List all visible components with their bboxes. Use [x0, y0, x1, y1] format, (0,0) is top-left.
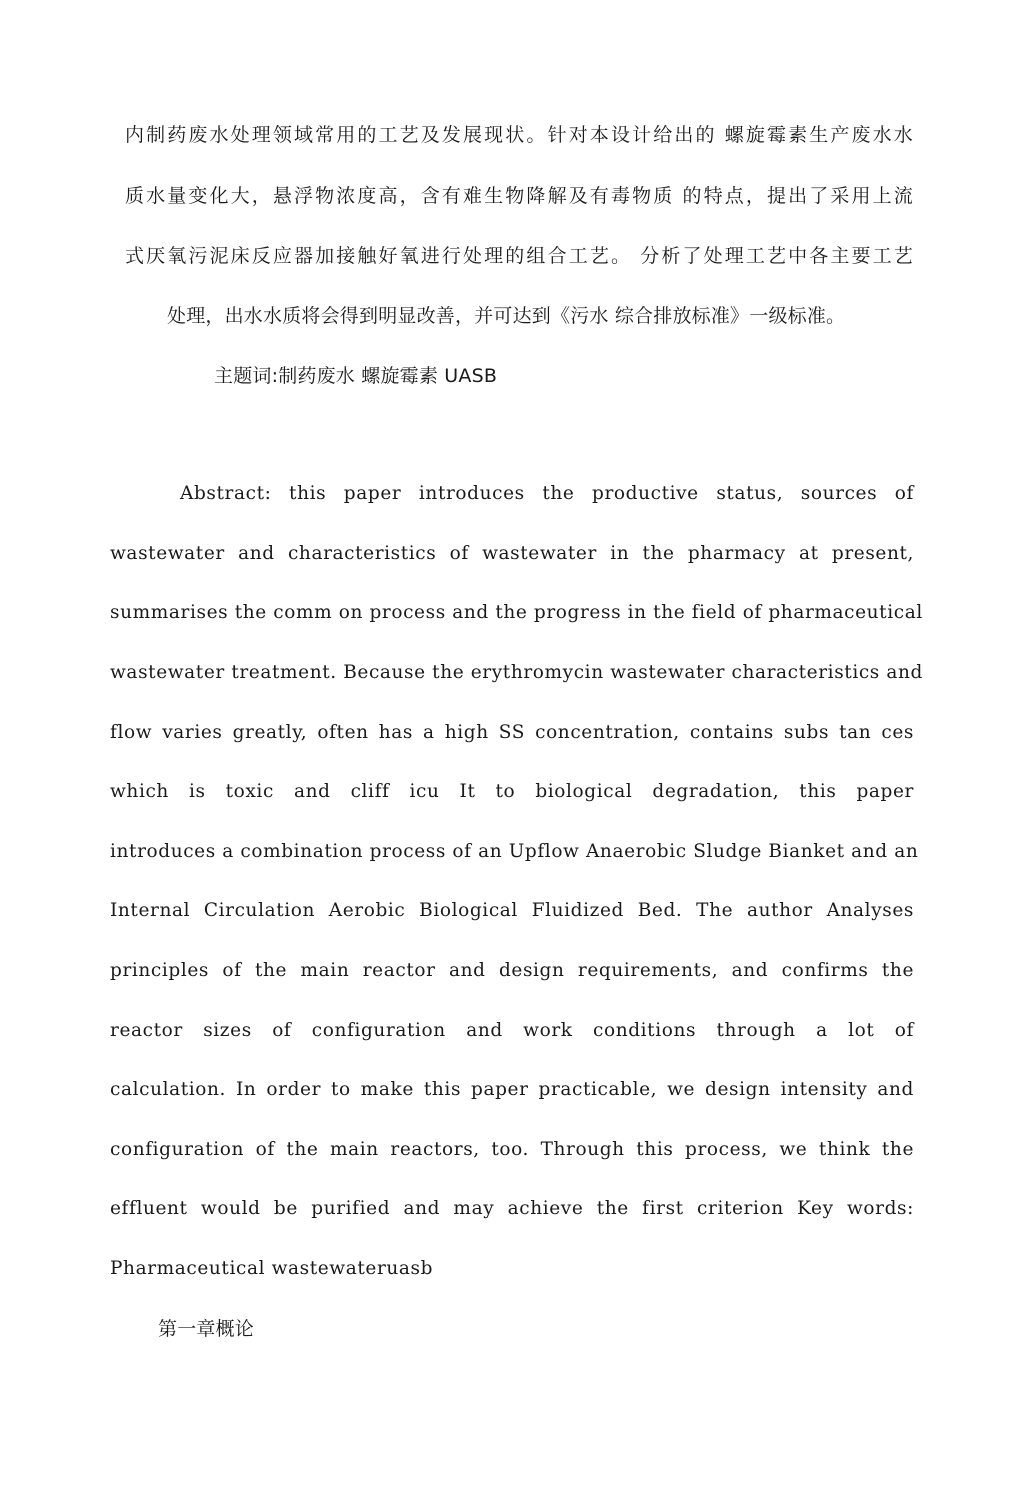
- en-abstract-line-14: Pharmaceutical wastewateruasb: [110, 1258, 434, 1279]
- en-abstract-line-2: wastewater and characteristics of wastewater in the pharmacy at present,: [110, 543, 914, 564]
- cn-abstract-line-4: 处理，出水水质将会得到明显改善，并可达到《污水 综合排放标准》一级标准。: [167, 305, 846, 327]
- en-abstract-line-13: effluent would be purified and may achieve the first criterion Key words:: [110, 1198, 914, 1219]
- cn-abstract-line-2: 质水量变化大，悬浮物浓度高，含有难生物降解及有毒物质 的特点，提出了采用上流: [125, 185, 913, 207]
- en-abstract-line-11: calculation. In order to make this paper practicable, we design intensity and: [110, 1079, 914, 1100]
- en-abstract-line-4: wastewater treatment. Because the erythromycin wastewater characteristics and: [110, 662, 923, 683]
- en-abstract-line-1: Abstract: this paper introduces the productive status, sources of: [180, 483, 914, 504]
- cn-abstract-line-3: 式厌氧污泥床反应器加接触好氧进行处理的组合工艺。 分析了处理工艺中各主要工艺: [125, 245, 913, 267]
- en-abstract-line-12: configuration of the main reactors, too. Through this process, we think the: [110, 1139, 914, 1160]
- en-abstract-line-8: Internal Circulation Aerobic Biological Fluidized Bed. The author Analyses: [110, 900, 914, 921]
- en-abstract-line-5: flow varies greatly, often has a high SS concentration, contains subs tan ces: [110, 722, 914, 743]
- en-abstract-line-7: introduces a combination process of an Upflow Anaerobic Sludge Bianket and an: [110, 841, 919, 862]
- en-abstract-line-9: principles of the main reactor and design requirements, and confirms the: [110, 960, 914, 981]
- en-abstract-line-3: summarises the comm on process and the progress in the field of pharmaceutical: [110, 602, 923, 623]
- en-abstract-line-10: reactor sizes of configuration and work conditions through a lot of: [110, 1020, 914, 1041]
- chapter-heading: 第一章概论: [158, 1318, 255, 1340]
- cn-abstract-line-1: 内制药废水处理领域常用的工艺及发展现状。针对本设计给出的 螺旋霉素生产废水水: [125, 124, 913, 146]
- cn-keywords: 主题词:制药废水 螺旋霉素 UASB: [214, 365, 498, 387]
- en-abstract-line-6: which is toxic and cliff icu It to biological degradation, this paper: [110, 781, 914, 802]
